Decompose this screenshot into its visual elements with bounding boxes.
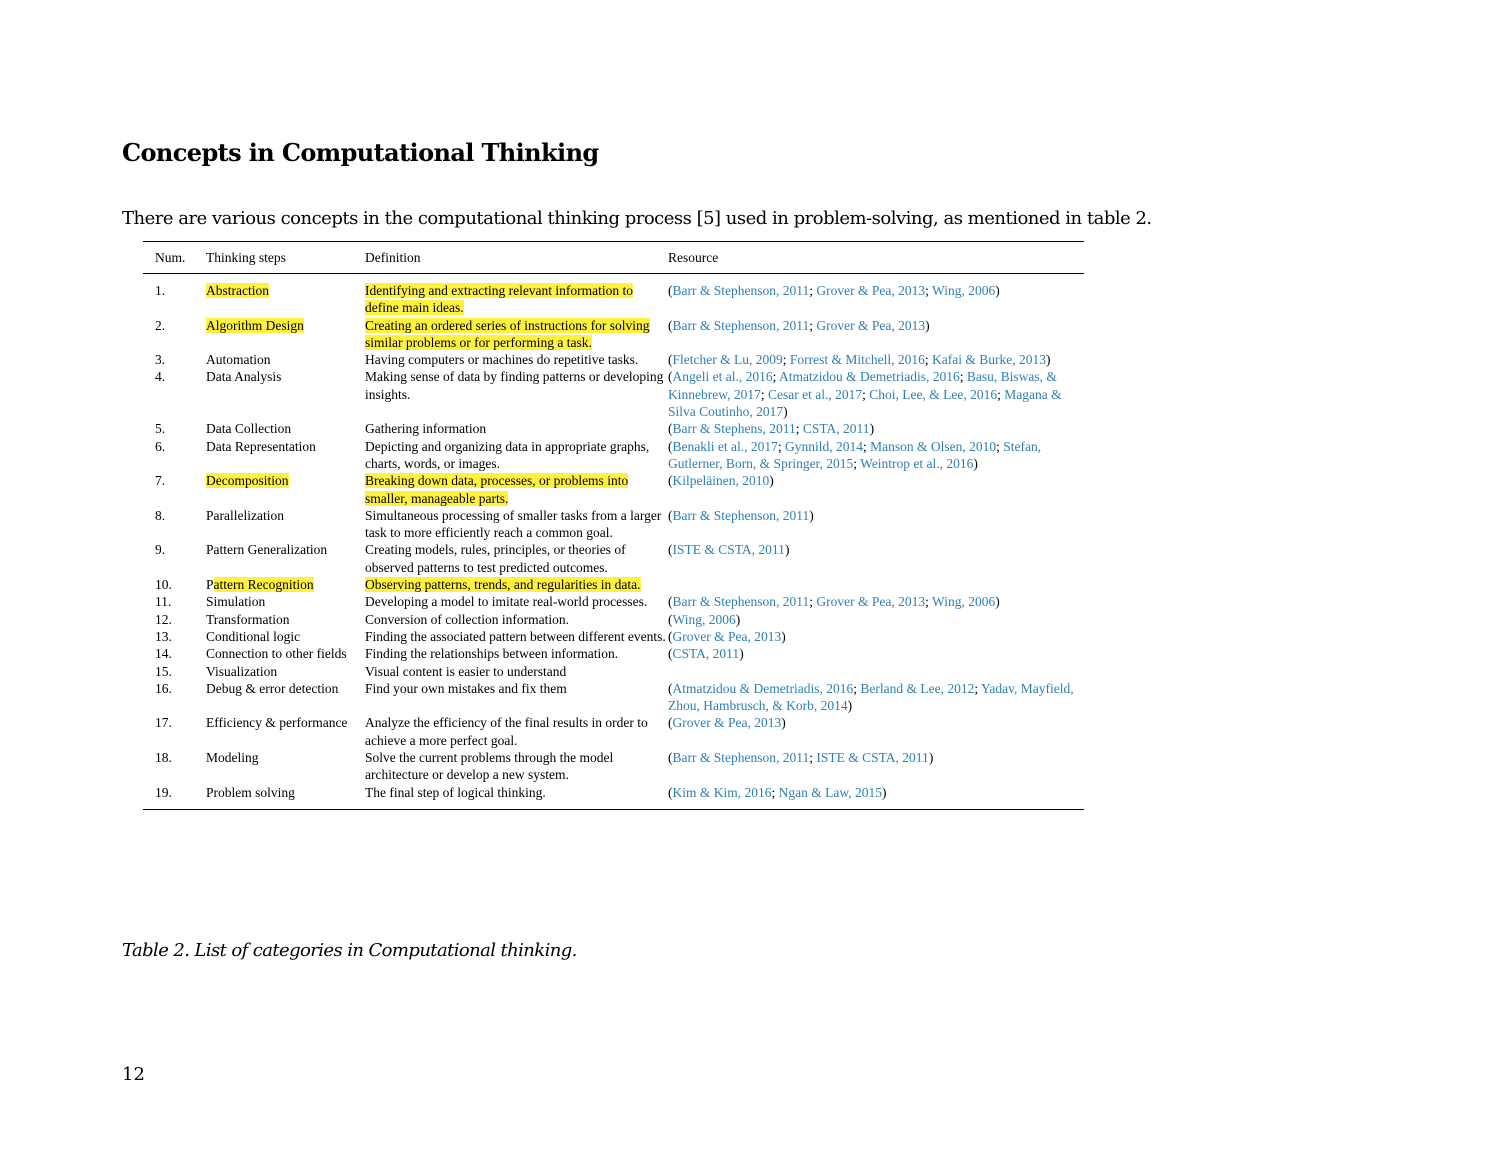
row-resource: (Benakli et al., 2017; Gynnild, 2014; Manson & Olsen, 2010; Stefan, Gutlerner, Born, & Springer, 2015; Weintrop et al., 2016) (668, 438, 1042, 471)
thinking-step-label: Decomposition (206, 473, 289, 489)
thinking-step-label: Algorithm Design (206, 317, 304, 333)
row-definition (365, 274, 668, 317)
row-resource: (Barr & Stephenson, 2011; Grover & Pea, 2013; Wing, 2006) (668, 283, 1000, 298)
definition-text: Finding the relationships between information. (365, 646, 619, 662)
row-num: 16. (155, 680, 172, 696)
row-num: 4. (155, 369, 166, 385)
table-row (143, 714, 1084, 749)
table-row (143, 680, 1084, 715)
citation-link[interactable]: Magana & Silva Coutinho, 2017 (668, 386, 1062, 420)
row-num: 7. (155, 473, 166, 489)
citation-link[interactable]: Angeli et al., 2016 (672, 369, 773, 385)
citation-link[interactable]: Fletcher & Lu, 2009 (672, 352, 783, 368)
citation-link[interactable]: Berland & Lee, 2012 (860, 680, 975, 696)
definition-text: Simultaneous processing of smaller tasks from a larger task to more efficiently reach a common goal. (365, 507, 662, 541)
definition-text: The final step of logical thinking. (365, 784, 546, 800)
thinking-step-label: Connection to other fields (206, 646, 347, 662)
row-resource: (Fletcher & Lu, 2009; Forrest & Mitchell, 2016; Kafai & Burke, 2013) (668, 352, 1051, 368)
row-thinking-step (206, 368, 365, 420)
row-resource: (Kim & Kim, 2016; Ngan & Law, 2015) (668, 784, 887, 800)
row-thinking-step (206, 507, 365, 542)
row-thinking-step (206, 784, 365, 809)
citation-link[interactable]: Wing, 2006 (932, 594, 996, 610)
row-definition (365, 507, 668, 542)
table-row (143, 274, 1084, 317)
table-row (143, 593, 1084, 610)
citation-link[interactable]: Grover & Pea, 2013 (816, 283, 926, 298)
row-num: 9. (155, 542, 166, 558)
row-thinking-step (206, 472, 365, 507)
definition-text: Creating an ordered series of instructions for solving similar problems or for performing a task. (365, 317, 650, 350)
row-num: 15. (155, 663, 172, 679)
row-num: 10. (155, 577, 172, 593)
citation-link[interactable]: ISTE & CSTA, 2011 (672, 542, 785, 558)
row-num: 1. (155, 283, 166, 298)
thinking-step-label: Abstraction (206, 283, 269, 298)
row-resource: (CSTA, 2011) (668, 646, 744, 662)
table-row (143, 507, 1084, 542)
row-thinking-step (206, 663, 365, 680)
categories-table-container (143, 241, 1084, 810)
row-definition (365, 611, 668, 628)
row-thinking-step (206, 628, 365, 645)
row-num: 14. (155, 646, 172, 662)
categories-table (143, 242, 1084, 809)
row-definition (365, 749, 668, 784)
row-thinking-step (206, 274, 365, 317)
row-num: 13. (155, 628, 172, 644)
row-definition (365, 472, 668, 507)
thinking-step-label: Automation (206, 352, 271, 368)
citation-link[interactable]: CSTA, 2011 (672, 646, 740, 662)
definition-text: Depicting and organizing data in appropriate graphs, charts, words, or images. (365, 438, 650, 471)
citation-link[interactable]: Grover & Pea, 2013 (816, 594, 926, 610)
citation-link[interactable]: Barr & Stephens, 2011 (672, 421, 796, 437)
row-definition (365, 438, 668, 473)
definition-text: Finding the associated pattern between different events. (365, 628, 666, 644)
row-thinking-step (206, 317, 365, 352)
row-num: 3. (155, 352, 166, 368)
header-resource: Resource (668, 242, 1084, 274)
row-resource: (Barr & Stephenson, 2011; Grover & Pea, 2013) (668, 317, 930, 333)
citation-link[interactable]: Grover & Pea, 2013 (816, 317, 926, 333)
thinking-step-label: attern Recognition (213, 577, 314, 593)
row-resource: (Grover & Pea, 2013) (668, 715, 786, 731)
thinking-step-label: Transformation (206, 611, 290, 627)
row-resource (668, 576, 1084, 593)
table-caption: Table 2. List of categories in Computational thinking. (122, 940, 577, 961)
row-resource: (Kilpeläinen, 2010) (668, 473, 774, 489)
table-row (143, 663, 1084, 680)
definition-text: Conversion of collection information. (365, 611, 569, 627)
row-definition (365, 628, 668, 645)
citation-link[interactable]: Ngan & Law, 2015 (778, 784, 883, 800)
row-thinking-step (206, 438, 365, 473)
row-num: 2. (155, 317, 166, 333)
thinking-step-label: Efficiency & performance (206, 715, 348, 731)
row-definition (365, 645, 668, 662)
citation-link[interactable]: Kim & Kim, 2016 (672, 784, 772, 800)
citation-link[interactable]: Barr & Stephenson, 2011 (672, 750, 810, 766)
table-row (143, 645, 1084, 662)
definition-text: Gathering information (365, 421, 487, 437)
row-resource: (Atmatzidou & Demetriadis, 2016; Berland & Lee, 2012; Yadav, Mayfield, Zhou, Hambrusch, & Korb, 2014) (668, 680, 1074, 714)
row-resource (668, 663, 1084, 680)
row-thinking-step (206, 714, 365, 749)
citation-link[interactable]: Gynnild, 2014 (785, 438, 864, 454)
citation-link[interactable]: Barr & Stephenson, 2011 (672, 594, 810, 610)
definition-text: Making sense of data by finding patterns or developing insights. (365, 369, 664, 402)
definition-text: Analyze the efficiency of the final results in order to achieve a more perfect goal. (365, 715, 648, 748)
thinking-step-label: Conditional logic (206, 628, 301, 644)
row-thinking-step (206, 749, 365, 784)
thinking-step-label: Pattern Generalization (206, 542, 328, 558)
row-definition (365, 317, 668, 352)
row-num: 5. (155, 421, 166, 437)
thinking-step-label: Visualization (206, 663, 278, 679)
header-num: Num. (143, 242, 206, 274)
citation-link[interactable]: Manson & Olsen, 2010 (870, 438, 997, 454)
table-row (143, 438, 1084, 473)
definition-text: Visual content is easier to understand (365, 663, 567, 679)
thinking-step-label: Debug & error detection (206, 680, 339, 696)
citation-link[interactable]: Grover & Pea, 2013 (672, 715, 782, 731)
row-resource: (ISTE & CSTA, 2011) (668, 542, 790, 558)
table-row (143, 628, 1084, 645)
citation-link[interactable]: Cesar et al., 2017 (768, 386, 863, 402)
definition-text: Breaking down data, processes, or problems into smaller, manageable parts. (365, 473, 629, 506)
definition-text: Developing a model to imitate real-world processes. (365, 594, 648, 610)
section-heading: Concepts in Computational Thinking (122, 138, 599, 167)
table-body (143, 274, 1084, 809)
citation-link[interactable]: ISTE & CSTA, 2011 (816, 750, 929, 766)
citation-link[interactable]: Atmatzidou & Demetriadis, 2016 (779, 369, 960, 385)
citation-link[interactable]: Choi, Lee, & Lee, 2016 (869, 386, 998, 402)
row-resource: (Barr & Stephenson, 2011; Grover & Pea, 2013; Wing, 2006) (668, 594, 1000, 610)
row-resource: (Angeli et al., 2016; Atmatzidou & Demetriadis, 2016; Basu, Biswas, & Kinnebrew, 2017; Cesar et al., 2017; Choi, Lee, & Lee, 2016; Magana & Silva Coutinho, 2017) (668, 369, 1062, 420)
citation-link[interactable]: Atmatzidou & Demetriadis, 2016 (672, 680, 854, 696)
row-num: 17. (155, 715, 172, 731)
citation-link[interactable]: Wing, 2006 (672, 611, 736, 627)
row-thinking-step (206, 420, 365, 437)
row-thinking-step (206, 645, 365, 662)
row-definition (365, 351, 668, 368)
row-num: 18. (155, 750, 172, 766)
citation-link[interactable]: Wing, 2006 (932, 283, 996, 298)
citation-link[interactable]: Kafai & Burke, 2013 (932, 352, 1046, 368)
header-thinking-steps: Thinking steps (206, 242, 365, 274)
row-definition (365, 663, 668, 680)
table-header-row (143, 242, 1084, 274)
citation-link[interactable]: Basu, Biswas, & Kinnebrew, 2017 (668, 369, 1057, 402)
row-num: 19. (155, 784, 172, 800)
row-definition (365, 576, 668, 593)
row-num: 12. (155, 611, 172, 627)
citation-link[interactable]: Forrest & Mitchell, 2016 (789, 352, 925, 368)
row-definition (365, 368, 668, 420)
thinking-step-label: Data Representation (206, 438, 316, 454)
definition-text: Creating models, rules, principles, or theories of observed patterns to test predicted outcomes. (365, 542, 626, 575)
row-thinking-step (206, 351, 365, 368)
row-num: 11. (155, 594, 172, 610)
header-definition: Definition (365, 242, 668, 274)
citation-link[interactable]: Barr & Stephenson, 2011 (672, 283, 810, 298)
citation-link[interactable]: CSTA, 2011 (802, 421, 870, 437)
row-definition (365, 420, 668, 437)
table-row (143, 784, 1084, 809)
row-definition (365, 541, 668, 576)
row-thinking-step (206, 680, 365, 715)
citation-link[interactable]: Weintrop et al., 2016 (860, 455, 974, 471)
row-definition (365, 784, 668, 809)
table-row (143, 317, 1084, 352)
table-row (143, 541, 1084, 576)
thinking-step-prefix: P (206, 577, 214, 593)
row-resource: (Barr & Stephenson, 2011) (668, 507, 814, 523)
citation-link[interactable]: Barr & Stephenson, 2011 (672, 507, 810, 523)
definition-text: Identifying and extracting relevant information to define main ideas. (365, 283, 634, 316)
row-resource: (Grover & Pea, 2013) (668, 628, 786, 644)
table-row (143, 368, 1084, 420)
row-resource: (Barr & Stephenson, 2011; ISTE & CSTA, 2011) (668, 750, 934, 766)
citation-link[interactable]: Stefan, Gutlerner, Born, & Springer, 2015 (668, 438, 1042, 471)
row-resource: (Barr & Stephens, 2011; CSTA, 2011) (668, 421, 875, 437)
row-definition (365, 714, 668, 749)
table-row (143, 472, 1084, 507)
intro-paragraph: There are various concepts in the computational thinking process [5] used in problem-solving, as mentioned in table 2. (122, 208, 1152, 229)
definition-text: Find your own mistakes and fix them (365, 680, 567, 696)
page-number: 12 (122, 1064, 145, 1085)
thinking-step-label: Modeling (206, 750, 259, 766)
row-resource: (Wing, 2006) (668, 611, 741, 627)
table-row (143, 611, 1084, 628)
thinking-step-label: Problem solving (206, 784, 295, 800)
table-row (143, 420, 1084, 437)
definition-text: Observing patterns, trends, and regularities in data. (365, 577, 641, 593)
row-thinking-step (206, 593, 365, 610)
table-row (143, 576, 1084, 593)
row-definition (365, 593, 668, 610)
row-thinking-step (206, 576, 365, 593)
thinking-step-label: Simulation (206, 594, 266, 610)
thinking-step-label: Data Collection (206, 421, 292, 437)
definition-text: Solve the current problems through the model architecture or develop a new system. (365, 750, 614, 783)
definition-text: Having computers or machines do repetitive tasks. (365, 352, 639, 368)
citation-link[interactable]: Yadav, Mayfield, Zhou, Hambrusch, & Korb, 2014 (668, 680, 1074, 714)
citation-link[interactable]: Kilpeläinen, 2010 (672, 473, 770, 489)
row-definition (365, 680, 668, 715)
citation-link[interactable]: Benakli et al., 2017 (672, 438, 778, 454)
table-row (143, 749, 1084, 784)
table-row (143, 351, 1084, 368)
citation-link[interactable]: Grover & Pea, 2013 (672, 628, 782, 644)
thinking-step-label: Data Analysis (206, 369, 282, 385)
row-thinking-step (206, 541, 365, 576)
citation-link[interactable]: Barr & Stephenson, 2011 (672, 317, 810, 333)
row-thinking-step (206, 611, 365, 628)
thinking-step-label: Parallelization (206, 507, 284, 523)
row-num: 6. (155, 438, 166, 454)
row-num: 8. (155, 507, 166, 523)
